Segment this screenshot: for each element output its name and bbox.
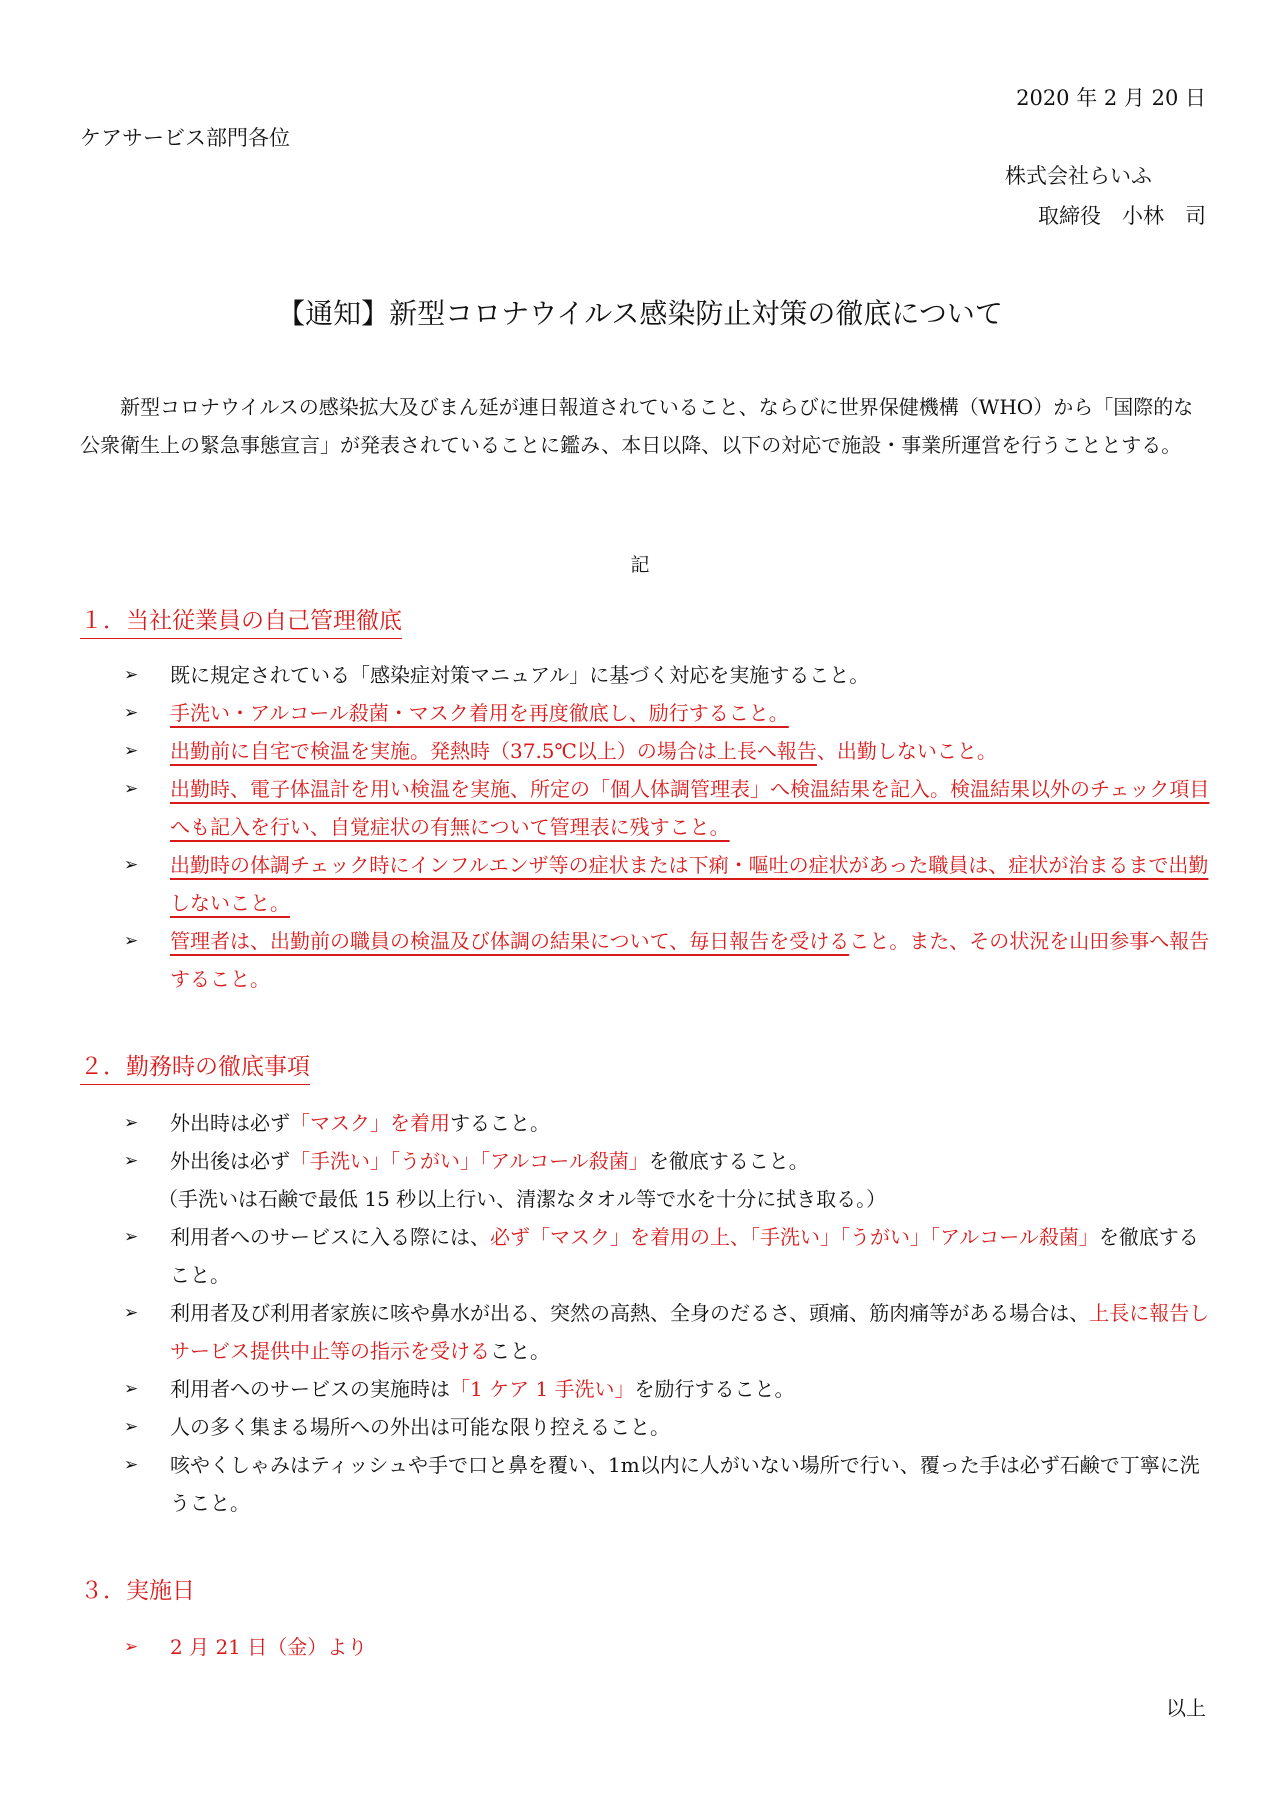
list-item-text: 、出勤しないこと。 xyxy=(816,739,997,763)
arrow-bullet-icon: ➢ xyxy=(124,1417,139,1437)
list-item-text: 利用者へのサービスに入る際には、 xyxy=(170,1225,490,1249)
list-item-text: 咳やくしゃみはティッシュや手で口と鼻を覆い、1m以内に人がいない場所で行い、覆った手は必ず石鹸で丁寧に洗うこと。 xyxy=(170,1453,1200,1515)
list-item xyxy=(120,922,1210,998)
list-item-text-highlight: 出勤前に自宅で検温を実施。発熱時（37.5℃以上）の場合は上長へ報告 xyxy=(170,739,817,763)
arrow-bullet-icon: ➢ xyxy=(124,855,139,875)
list-item xyxy=(120,656,1210,694)
list-item xyxy=(120,1104,1210,1142)
arrow-bullet-icon: ➢ xyxy=(124,1455,139,1475)
section-3-heading: ３．実施日 xyxy=(80,1578,195,1604)
arrow-bullet-icon: ➢ xyxy=(124,1379,139,1399)
list-item-text: 出勤時の体調チェック時にインフルエンザ等の症状または下痢・嘔吐の症状があった職員は、症状が治まるまで出勤しないこと。 xyxy=(170,853,1209,915)
company-name: 株式会社らいふ xyxy=(1005,164,1152,188)
list-item-text-end: を徹底すること。 xyxy=(170,1225,1199,1287)
closing-mark: 以上 xyxy=(1166,1696,1206,1720)
list-item-highlight: 「1 ケア 1 手洗い」 xyxy=(450,1377,635,1401)
list-item-text-end: こと。 xyxy=(490,1339,550,1363)
section-2-list xyxy=(120,1104,1210,1522)
list-item-text: 利用者へのサービスの実施時は xyxy=(170,1377,450,1401)
arrow-bullet-icon: ➢ xyxy=(124,665,139,685)
implementation-date: 2 月 21 日（金）より xyxy=(170,1635,368,1659)
list-item xyxy=(120,1218,1210,1294)
list-item-highlight: 「マスク」を着用 xyxy=(290,1111,450,1135)
list-item-text-end: すること。 xyxy=(450,1111,550,1135)
arrow-bullet-icon: ➢ xyxy=(124,931,139,951)
list-item xyxy=(120,732,1210,770)
arrow-bullet-icon: ➢ xyxy=(124,741,139,761)
section-2-heading: ２．勤務時の徹底事項 xyxy=(80,1048,310,1085)
list-item-text-end: を励行すること。 xyxy=(634,1377,795,1401)
section-3-list xyxy=(120,1628,1210,1666)
list-item-text: 人の多く集まる場所への外出は可能な限り控えること。 xyxy=(170,1415,670,1439)
list-item xyxy=(120,694,1210,732)
list-item-text: 利用者及び利用者家族に咳や鼻水が出る、突然の高熱、全身のだるさ、頭痛、筋肉痛等がある場合は、 xyxy=(170,1301,1090,1325)
list-item-text: 外出時は必ず xyxy=(170,1111,290,1135)
list-item-text: こと。また、その状況を山田参事へ報告すること。 xyxy=(170,929,1210,991)
list-item xyxy=(120,1294,1210,1370)
arrow-bullet-icon: ➢ xyxy=(124,779,139,799)
arrow-bullet-icon: ➢ xyxy=(124,1637,139,1657)
list-item xyxy=(120,1142,1210,1218)
list-item-text-highlight: 管理者は、出勤前の職員の検温及び体調の結果について、毎日報告を受ける xyxy=(170,929,850,953)
list-item xyxy=(120,1446,1210,1522)
list-item xyxy=(120,1408,1210,1446)
list-item xyxy=(120,770,1210,846)
list-item-highlight: 「手洗い」「うがい」「アルコール殺菌」 xyxy=(290,1149,649,1173)
intro-paragraph xyxy=(80,388,1204,464)
arrow-bullet-icon: ➢ xyxy=(124,1151,139,1171)
list-item-text: 手洗い・アルコール殺菌・マスク着用を再度徹底し、励行すること。 xyxy=(170,701,789,725)
signer-name: 取締役 小林 司 xyxy=(1038,204,1206,228)
arrow-bullet-icon: ➢ xyxy=(124,1227,139,1247)
section-1-list xyxy=(120,656,1210,998)
intro-text: 新型コロナウイルスの感染拡大及びまん延が連日報道されていること、ならびに世界保健機構（WHO）から「国際的な公衆衛生上の緊急事態宣言」が発表されていることに鑑み、本日以降、以下の対応で施設・事業所運営を行うこととする。 xyxy=(80,395,1194,457)
list-item-text-end: を徹底すること。 xyxy=(648,1149,809,1173)
arrow-bullet-icon: ➢ xyxy=(124,703,139,723)
addressee: ケアサービス部門各位 xyxy=(80,126,290,150)
arrow-bullet-icon: ➢ xyxy=(124,1303,139,1323)
list-item-text: 外出後は必ず xyxy=(170,1149,290,1173)
document-title: 【通知】新型コロナウイルス感染防止対策の徹底について xyxy=(277,297,1003,330)
list-item-highlight: 必ず「マスク」を着用の上、「手洗い」「うがい」「アルコール殺菌」 xyxy=(490,1225,1099,1249)
list-item-text: 既に規定されている「感染症対策マニュアル」に基づく対応を実施すること。 xyxy=(170,663,870,687)
arrow-bullet-icon: ➢ xyxy=(124,1113,139,1133)
list-item-text: 出勤時、電子体温計を用い検温を実施、所定の「個人体調管理表」へ検温結果を記入。検温結果以外のチェック項目へも記入を行い、自覚症状の有無について管理表に残すこと。 xyxy=(170,777,1210,839)
list-item xyxy=(120,1628,1210,1666)
section-1-heading: １．当社従業員の自己管理徹底 xyxy=(80,602,402,639)
ki-heading: 記 xyxy=(630,554,650,576)
document-date: 2020 年 2 月 20 日 xyxy=(1016,86,1206,110)
hand-washing-note: （手洗いは石鹸で最低 15 秒以上行い、清潔なタオル等で水を十分に拭き取る。） xyxy=(158,1187,887,1211)
list-item xyxy=(120,1370,1210,1408)
list-item-highlight: 上長に報告しサービス提供中止等の指示を受ける xyxy=(170,1301,1210,1363)
list-item xyxy=(120,846,1210,922)
